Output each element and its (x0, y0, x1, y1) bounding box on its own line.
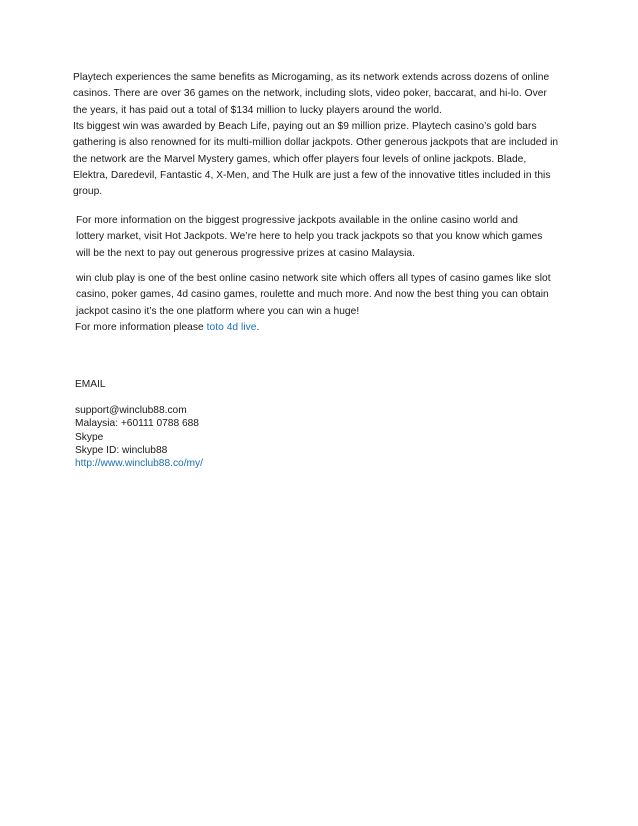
contact-phone: Malaysia: +60111 0788 688 (75, 418, 199, 430)
paragraph-more-info-link (75, 320, 565, 336)
paragraph-biggest-win: Its biggest win was awarded by Beach Life, paying out an $9 million prize. Playtech casino’s gold bars gathering is also renowned for its multi-million dollar jackpots. Other generous jackpots that are included in the network are the Marvel Mystery games, which offer players four levels of online jackpots. Blade, Elektra, Daredevil, Fantastic 4, X-Men, and The Hulk are just a few of the innovative titles included in this group. (73, 121, 559, 198)
contact-heading: EMAIL (75, 379, 106, 390)
contact-skype-id: Skype ID: winclub88 (75, 444, 168, 456)
contact-block (75, 378, 203, 470)
contact-skype-label: Skype (75, 431, 104, 443)
more-info-suffix: . (256, 322, 260, 333)
contact-spacer (75, 391, 203, 404)
toto-4d-live-link[interactable]: toto 4d live (206, 322, 257, 333)
paragraph-playtech-benefits: Playtech experiences the same benefits as Microgaming, as its network extends across dozens of online casinos. There are over 36 games on the network, including slots, video poker, baccarat, and hi-lo. Over the years, it has paid out a total of $134 million to lucky players around the world. (73, 72, 550, 116)
more-info-prefix: For more information please (75, 322, 207, 333)
contact-email: support@winclub88.com (75, 405, 187, 417)
paragraph-more-info-jackpots: For more information on the biggest progressive jackpots available in the online casino world and lottery market, visit Hot Jackpots. We’re here to help you track jackpots so that you know which games will be the next to pay out generous progressive prizes at casino Malaysia. (76, 215, 543, 259)
website-link[interactable]: http://www.winclub88.co/my/ (75, 458, 203, 470)
paragraph-win-club-play: win club play is one of the best online casino network site which offers all types of casino games like slot casino, poker games, 4d casino games, roulette and much more. And now the best thing you can obtain jackpot casino it’s the one platform where you can win a huge! (76, 273, 551, 317)
